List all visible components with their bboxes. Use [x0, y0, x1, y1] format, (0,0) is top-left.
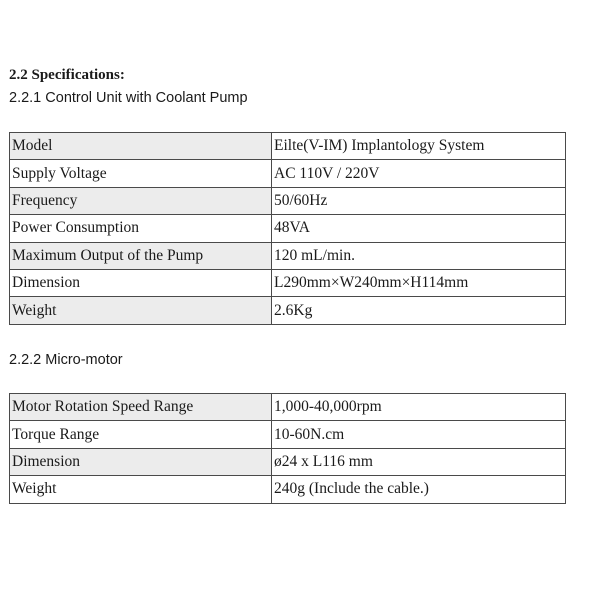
spec-label: Dimension	[10, 269, 272, 296]
spec-value: ø24 x L116 mm	[272, 448, 566, 475]
table-row	[10, 269, 566, 296]
spec-label: Model	[10, 133, 272, 160]
table-row	[10, 160, 566, 187]
spec-label: Weight	[10, 297, 272, 324]
spec-value: AC 110V / 220V	[272, 160, 566, 187]
control-unit-heading: 2.2.1 Control Unit with Coolant Pump	[9, 90, 248, 106]
table-row	[10, 448, 566, 475]
spec-value: 48VA	[272, 215, 566, 242]
spec-label: Weight	[10, 476, 272, 503]
spec-value: 120 mL/min.	[272, 242, 566, 269]
table-row	[10, 187, 566, 214]
spec-label: Motor Rotation Speed Range	[10, 394, 272, 421]
table-row	[10, 476, 566, 503]
spec-value: 2.6Kg	[272, 297, 566, 324]
spec-label: Maximum Output of the Pump	[10, 242, 272, 269]
micro-motor-spec-table	[9, 393, 566, 504]
spec-value: 10-60N.cm	[272, 421, 566, 448]
section-title: 2.2 Specifications:	[9, 67, 125, 83]
table-row	[10, 297, 566, 324]
spec-label: Dimension	[10, 448, 272, 475]
micro-motor-heading: 2.2.2 Micro-motor	[9, 352, 123, 368]
table-row	[10, 215, 566, 242]
table-row	[10, 421, 566, 448]
spec-value: 50/60Hz	[272, 187, 566, 214]
spec-label: Torque Range	[10, 421, 272, 448]
spec-value: 1,000-40,000rpm	[272, 394, 566, 421]
spec-value: 240g (Include the cable.)	[272, 476, 566, 503]
spec-label: Supply Voltage	[10, 160, 272, 187]
control-unit-spec-table	[9, 132, 566, 325]
table-row	[10, 394, 566, 421]
spec-label: Power Consumption	[10, 215, 272, 242]
spec-value: Eilte(V-IM) Implantology System	[272, 133, 566, 160]
table-row	[10, 133, 566, 160]
table-row	[10, 242, 566, 269]
spec-value: L290mm×W240mm×H114mm	[272, 269, 566, 296]
spec-label: Frequency	[10, 187, 272, 214]
